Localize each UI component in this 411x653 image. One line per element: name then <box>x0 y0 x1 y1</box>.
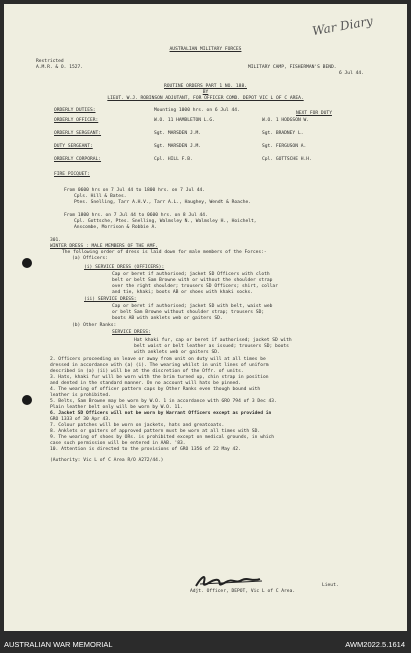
body-line: leather is prohibited. <box>50 393 111 398</box>
body-line: 10. Attention is directed to the provisions of GRO 1356 of 22 May 42. <box>50 447 241 452</box>
orderly-officer-label: ORDERLY OFFICER: <box>54 118 99 123</box>
body-line: Hat khaki fur, cap or beret if authorised; jacket SD with <box>134 338 292 343</box>
body-line: 7. Colour patches will be worn on jackets, hats and greatcoats. <box>50 423 225 428</box>
body-line: 8. Anklets or gaiters of approved pattern must be worn at all times with SD. <box>50 429 261 434</box>
body-line: The following order of dress is laid down for male members of the Forces:- <box>62 250 267 255</box>
body-line: 5. Belts, Sam Browne may be worn by W.O. 1 in accordance with GRO 794 of 3 Dec 43. <box>50 399 277 404</box>
orderly-corporal-value: Cpl. HILL F.B. <box>154 157 193 162</box>
orderly-officer-next: W.O. 1 HODGSON W. <box>262 118 310 123</box>
mounting-time: Mounting 1000 hrs. on 6 Jul 44. <box>154 108 240 113</box>
orderly-sergeant-next: Sgt. BRADNEY L. <box>262 131 304 136</box>
fire-picquet-heading: FIRE PICQUET: <box>54 172 90 177</box>
body-line: 4. The wearing of officer pattern caps by Other Ranks even though bound with <box>50 387 261 392</box>
body-line: belt or belt Sam Browne with or without the shoulder strap <box>112 278 273 283</box>
restricted-label: Restricted <box>36 59 64 64</box>
body-line: 9. The wearing of shoes by ORs. is prohibited except on medical grounds, in which <box>50 435 275 440</box>
document-page <box>4 4 407 631</box>
footer-institution: AUSTRALIAN WAR MEMORIAL <box>4 640 113 649</box>
orderly-duties-heading: ORDERLY DUTIES: <box>54 108 96 113</box>
body-line: dressed in accordance with (a) (i). The wearing whilst in unit lines of uniform <box>50 363 269 368</box>
orderly-sergeant-value: Sgt. MARSDEN J.M. <box>154 131 202 136</box>
body-line: (ii) SERVICE DRESS: <box>84 297 137 302</box>
body-line: 2. Officers proceeding on leave or away from unit on duty will at all times be <box>50 357 266 362</box>
punch-hole <box>22 395 32 405</box>
body-line: 3. Hats, khaki fur will be worn with the brim turned up, chin strap in position <box>50 375 269 380</box>
punch-hole <box>22 258 32 268</box>
body-line: or belt Sam Browne without shoulder strap; trousers SD; <box>112 310 265 315</box>
duty-sergeant-value: Sgt. MARSDEN J.M. <box>154 144 202 149</box>
section-heading: WINTER DRESS : MALE MEMBERS OF THE AMF. <box>50 244 158 249</box>
handwritten-annotation: War Diary <box>311 13 374 39</box>
orderly-corporal-label: ORDERLY CORPORAL: <box>54 157 102 162</box>
body-line: GRO 1333 of 30 Apr 43. <box>50 417 111 422</box>
picquet-line: From 1800 hrs. on 7 Jul 44 to 0600 hrs. on 8 Jul 44. <box>64 213 208 218</box>
authority-line: (Authority: Vic L of C Area R/O A272/44.) <box>50 458 164 463</box>
orders-title: ROUTINE ORDERS PART 1 NO. 188. <box>164 84 247 89</box>
orders-authority: LIEUT. W.J. ROBINSON ADJUTANT, FOR OFFICER COMD. DEPOT VIC L OF C AREA. <box>107 96 304 101</box>
body-line: Cap or beret if authorised; jacket SD Officers with cloth <box>112 272 270 277</box>
picquet-line: Cpls. Hill & Bates. <box>74 194 127 199</box>
duty-sergeant-next: Sgt. FERGUSON A. <box>262 144 307 149</box>
body-line: and tie, khaki; boots AB or shoes with khaki socks. <box>112 290 254 295</box>
orderly-sergeant-label: ORDERLY SERGEANT: <box>54 131 102 136</box>
body-line: described in (a) (ii) will be at the discretion of the Offr. of units. <box>50 369 244 374</box>
body-line: Cap or beret if authorised; jacket SD with belt, waist web <box>112 304 273 309</box>
body-line: case such permission will be entered in AAB. '83. <box>50 441 186 446</box>
duty-sergeant-label: DUTY SERGEANT: <box>54 144 93 149</box>
amr-reference: A.M.R. & O. 1527. <box>36 65 84 70</box>
body-line: (a) Officers: <box>72 256 108 261</box>
body-line: 6. Jacket SD Officers will not be worn by Warrant Officers except as provided in <box>50 411 272 416</box>
camp-location: MILITARY CAMP, FISHERMAN'S BEND. <box>248 65 337 70</box>
orders-by: BY <box>202 90 209 95</box>
section-number: 301. <box>50 238 62 243</box>
signature-rank: Lieut. <box>322 583 339 588</box>
body-line: SERVICE DRESS: <box>112 330 151 335</box>
body-line: belt waist or belt leather as issued; trousers SD; boots <box>134 344 289 349</box>
document-date: 6 Jul 44. <box>339 71 364 76</box>
body-line: (i) SERVICE DRESS (OFFICERS): <box>84 265 165 270</box>
orderly-corporal-next: Cpl. GOTTSCHE H.H. <box>262 157 312 162</box>
body-line: and dented in the standard manner. On no account will hats be pinned. <box>50 381 241 386</box>
picquet-line: From 0600 hrs on 7 Jul 44 to 1800 hrs. on 7 Jul 44. <box>64 188 206 193</box>
orderly-officer-value: W.O. 11 HAMBLETON L.G. <box>154 118 215 123</box>
body-line: over the right shoulder; trousers SD Officers; shirt, collar <box>112 284 278 289</box>
next-for-duty-heading: NEXT FOR DUTY <box>296 111 332 116</box>
body-line: Plain leather belt only will be worn by W.O. 11. <box>50 405 183 410</box>
body-line: boots AB with anklets web or gaiters SD. <box>112 316 223 321</box>
picquet-line: Anscombe, Morrison & Robbie A. <box>74 225 157 230</box>
picquet-line: Ptes. Snelling, Tarr A.H.V., Tarr A.L., Haughey, Wendt & Roache. <box>74 200 252 205</box>
body-line: (b) Other Ranks: <box>72 323 117 328</box>
signature-block: Adjt. Officer, DEPOT, Vic L of C Area. <box>190 589 296 594</box>
footer-accession-number: AWM2022.5.1614 <box>345 640 405 649</box>
body-line: with anklets web or gaiters SD. <box>134 350 220 355</box>
document-title: AUSTRALIAN MILITARY FORCES <box>169 47 242 52</box>
picquet-line: Cpl. Gottsche, Ptes. Snelling, Walmsley N., Walmsley H., Hoichelt, <box>74 219 257 224</box>
